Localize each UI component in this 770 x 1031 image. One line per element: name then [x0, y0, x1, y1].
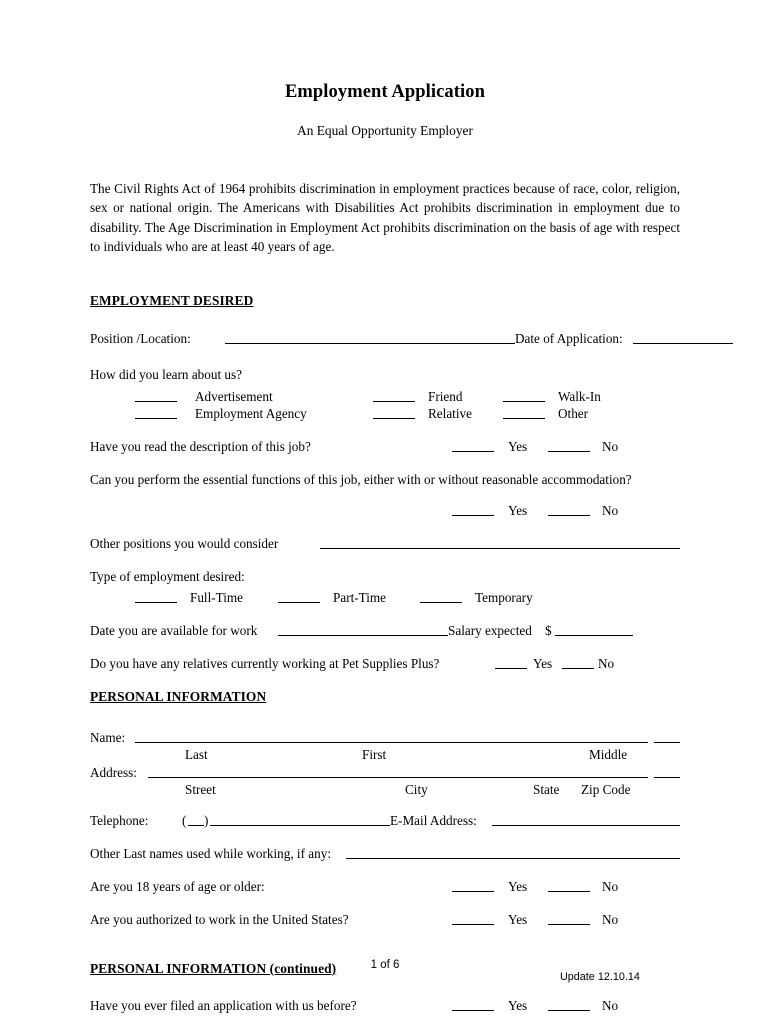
address-label: Address:	[90, 764, 137, 780]
work-authorization-yes-label: Yes	[508, 911, 528, 927]
read-description-no-checkbox[interactable]	[548, 439, 590, 452]
learn-employment-agency-checkbox[interactable]	[135, 406, 177, 419]
learn-relative-checkbox[interactable]	[373, 406, 415, 419]
position-location-input[interactable]	[225, 331, 515, 344]
address-sub-city: City	[405, 781, 428, 797]
work-authorization-no-checkbox[interactable]	[548, 912, 590, 925]
name-sub-middle: Middle	[589, 746, 628, 762]
essential-functions-label: Can you perform the essential functions of this job, either with or without reasonable accommodation?	[90, 471, 632, 487]
read-description-label: Have you read the description of this job?	[90, 438, 311, 454]
learn-friend-checkbox[interactable]	[373, 389, 415, 402]
work-authorization-no-label: No	[602, 911, 619, 927]
legal-notice: The Civil Rights Act of 1964 prohibits discrimination in employment practices because of race, color, religion, sex or national origin. The Americans with Disabilities Act prohibits discrimination in employment due to disability. The Age Discrimination in Employment Act prohibits discrimination on the basis of age with respect to individuals who are at least 40 years of age.	[90, 181, 680, 255]
age-18-no-label: No	[602, 878, 619, 894]
email-label: E-Mail Address:	[390, 812, 477, 828]
employment-type-temporary-checkbox[interactable]	[420, 590, 462, 603]
learn-other-checkbox[interactable]	[503, 406, 545, 419]
salary-expected-label: Salary expected	[448, 622, 532, 638]
how-did-you-learn-label: How did you learn about us?	[90, 366, 242, 382]
page-content	[90, 0, 680, 1031]
area-code-close-paren: )	[204, 812, 209, 828]
learn-walkin-label: Walk-In	[558, 388, 601, 404]
address-sub-street: Street	[185, 781, 216, 797]
area-code-open-paren: (	[182, 812, 187, 828]
prior-application-no-label: No	[602, 997, 619, 1013]
learn-friend-label: Friend	[428, 388, 463, 404]
address-input[interactable]	[148, 765, 648, 778]
page-subtitle: An Equal Opportunity Employer	[297, 123, 473, 138]
learn-advertisement-label: Advertisement	[195, 388, 273, 404]
prior-application-yes-label: Yes	[508, 997, 528, 1013]
name-sub-first: First	[362, 746, 387, 762]
age-18-yes-label: Yes	[508, 878, 528, 894]
read-description-yes-label: Yes	[508, 438, 528, 454]
other-positions-label: Other positions you would consider	[90, 535, 279, 551]
read-description-yes-checkbox[interactable]	[452, 439, 494, 452]
read-description-no-label: No	[602, 438, 619, 454]
employment-type-parttime-label: Part-Time	[333, 589, 387, 605]
age-18-label: Are you 18 years of age or older:	[90, 878, 265, 894]
relatives-yes-checkbox[interactable]	[495, 656, 527, 669]
learn-walkin-checkbox[interactable]	[503, 389, 545, 402]
essential-functions-no-label: No	[602, 502, 619, 518]
area-code-input[interactable]	[188, 813, 204, 826]
employment-type-fulltime-label: Full-Time	[190, 589, 244, 605]
address-sub-zip: Zip Code	[581, 781, 631, 797]
age-18-yes-checkbox[interactable]	[452, 879, 494, 892]
footer-page-number: 1 of 6	[370, 959, 400, 971]
email-input[interactable]	[492, 813, 680, 826]
section-heading-personal-information-continued: PERSONAL INFORMATION (continued)	[90, 960, 337, 976]
essential-functions-yes-label: Yes	[508, 502, 528, 518]
address-sub-state: State	[533, 781, 560, 797]
section-heading-employment-desired: EMPLOYMENT DESIRED	[90, 292, 254, 308]
salary-expected-input[interactable]	[555, 623, 633, 636]
learn-employment-agency-label: Employment Agency	[195, 405, 307, 421]
other-positions-input[interactable]	[320, 536, 680, 549]
name-input-middle-segment[interactable]	[654, 730, 680, 743]
essential-functions-no-checkbox[interactable]	[548, 503, 590, 516]
work-authorization-yes-checkbox[interactable]	[452, 912, 494, 925]
employment-type-parttime-checkbox[interactable]	[278, 590, 320, 603]
relatives-no-checkbox[interactable]	[562, 656, 594, 669]
relatives-yes-label: Yes	[533, 655, 553, 671]
employment-type-label: Type of employment desired:	[90, 568, 245, 584]
address-input-zip-segment[interactable]	[654, 765, 680, 778]
footer-update-date: Update 12.10.14	[560, 971, 640, 983]
salary-currency-symbol: $	[545, 622, 552, 638]
available-date-input[interactable]	[278, 623, 448, 636]
prior-application-no-checkbox[interactable]	[548, 998, 590, 1011]
employment-type-fulltime-checkbox[interactable]	[135, 590, 177, 603]
learn-relative-label: Relative	[428, 405, 472, 421]
page-title: Employment Application	[284, 82, 486, 102]
telephone-label: Telephone:	[90, 812, 149, 828]
relatives-label: Do you have any relatives currently working at Pet Supplies Plus?	[90, 655, 440, 671]
name-sub-last: Last	[185, 746, 208, 762]
date-of-application-label: Date of Application:	[515, 330, 623, 346]
age-18-no-checkbox[interactable]	[548, 879, 590, 892]
telephone-input[interactable]	[210, 813, 390, 826]
work-authorization-label: Are you authorized to work in the United States?	[90, 911, 349, 927]
prior-application-yes-checkbox[interactable]	[452, 998, 494, 1011]
name-label: Name:	[90, 729, 126, 745]
name-input[interactable]	[135, 730, 648, 743]
essential-functions-yes-checkbox[interactable]	[452, 503, 494, 516]
prior-application-label: Have you ever filed an application with us before?	[90, 997, 357, 1013]
learn-advertisement-checkbox[interactable]	[135, 389, 177, 402]
section-heading-personal-information: PERSONAL INFORMATION	[90, 688, 267, 704]
available-date-label: Date you are available for work	[90, 622, 258, 638]
other-last-names-input[interactable]	[346, 846, 680, 859]
learn-other-label: Other	[558, 405, 589, 421]
date-of-application-input[interactable]	[633, 331, 733, 344]
position-location-label: Position /Location:	[90, 330, 191, 346]
other-last-names-label: Other Last names used while working, if any:	[90, 845, 331, 861]
employment-type-temporary-label: Temporary	[475, 589, 533, 605]
relatives-no-label: No	[598, 655, 615, 671]
